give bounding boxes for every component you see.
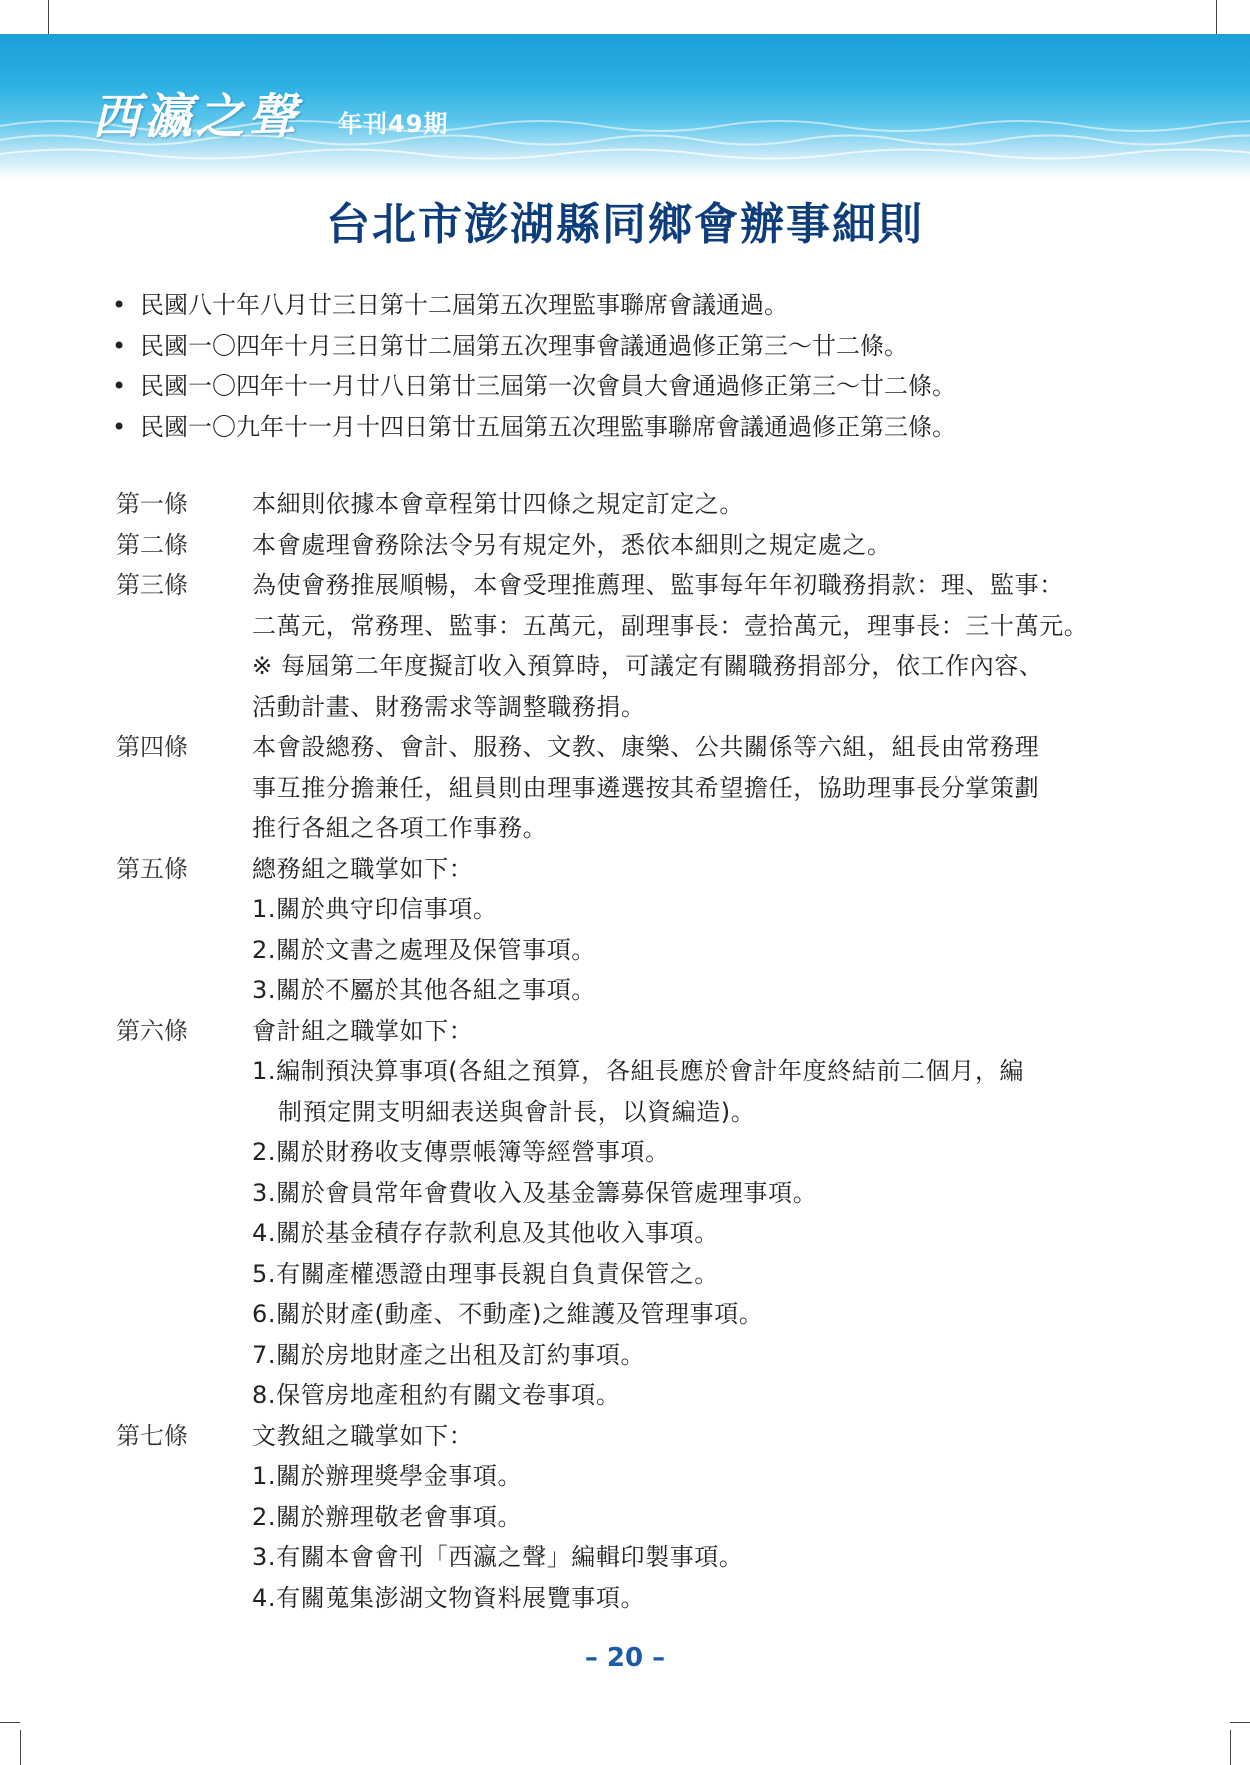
article-line: 事互推分擔兼任，組員則由理事遴選按其希望擔任，協助理事長分掌策劃 xyxy=(252,773,1040,802)
page-title: 台北市澎湖縣同鄉會辦事細則 xyxy=(326,199,924,250)
crop-mark xyxy=(20,1730,21,1765)
article-line: 8.保管房地產租約有關文卷事項。 xyxy=(252,1381,621,1409)
article-line: 總務組之職掌如下： xyxy=(252,854,474,883)
note-text: 民國一〇四年十月三日第廿二屆第五次理事會議通過修正第三～廿二條。 xyxy=(140,331,908,360)
article-body xyxy=(252,727,1146,849)
issue-label: 年刊49期 xyxy=(338,110,449,138)
article-body xyxy=(252,1416,1146,1619)
article-body xyxy=(252,849,1146,1011)
article-line: 1.關於辦理獎學金事項。 xyxy=(252,1462,523,1490)
bullet: • xyxy=(112,331,127,360)
magazine-logo: 西瀛之聲 xyxy=(92,89,301,145)
article-line: 本會處理會務除法令另有規定外，悉依本細則之規定處之。 xyxy=(252,530,892,559)
article-line: 1.關於典守印信事項。 xyxy=(252,895,498,923)
article-body xyxy=(252,525,1146,566)
article-line: 4.關於基金積存存款利息及其他收入事項。 xyxy=(252,1219,719,1247)
article-label: 第四條 xyxy=(116,733,188,761)
article-line: 1.編制預決算事項(各組之預算，各組長應於會計年度終結前二個月，編 xyxy=(252,1057,1025,1085)
bullet: • xyxy=(112,372,127,400)
article-2 xyxy=(116,525,1146,566)
page-number: – 20 – xyxy=(584,1643,666,1673)
note-text: 民國八十年八月廿三日第十二屆第五次理監事聯席會議通過。 xyxy=(140,291,788,319)
crop-mark xyxy=(1230,1730,1231,1765)
article-line: 推行各組之各項工作事務。 xyxy=(252,814,548,842)
article-4 xyxy=(116,727,1146,849)
note-item xyxy=(112,407,1162,448)
article-line: 為使會務推展順暢，本會受理推薦理、監事每年年初職務捐款：理、監事： xyxy=(252,571,1064,599)
amendment-notes xyxy=(112,285,1162,447)
article-line: 二萬元，常務理、監事：五萬元，副理事長：壹拾萬元，理事長：三十萬元。 xyxy=(252,611,1089,640)
article-label: 第六條 xyxy=(116,1016,188,1045)
article-line: 制預定開支明細表送與會計長，以資編造)。 xyxy=(278,1097,756,1126)
articles-list xyxy=(116,484,1146,1618)
crop-mark xyxy=(1216,0,1217,34)
note-item xyxy=(112,326,1162,367)
bullet: • xyxy=(112,291,127,319)
article-line: 4.有關蒐集澎湖文物資料展覽事項。 xyxy=(252,1583,646,1612)
article-line: 3.有關本會會刊「西瀛之聲」編輯印製事項。 xyxy=(252,1543,744,1571)
article-line: 會計組之職掌如下： xyxy=(252,1016,474,1045)
article-1 xyxy=(116,484,1146,525)
article-line: 活動計畫、財務需求等調整職務捐。 xyxy=(252,692,646,721)
article-label: 第五條 xyxy=(116,854,188,883)
article-5 xyxy=(116,849,1146,1011)
article-line: 2.關於辦理敬老會事項。 xyxy=(252,1502,523,1531)
article-6 xyxy=(116,1011,1146,1416)
article-label: 第三條 xyxy=(116,571,188,599)
article-body xyxy=(252,565,1146,727)
crop-mark xyxy=(0,1722,20,1723)
note-item xyxy=(112,366,1162,407)
note-text: 民國一〇九年十一月十四日第廿五屆第五次理監事聯席會議通過修正第三條。 xyxy=(140,412,956,441)
article-line: ※ 每屆第二年度擬訂收入預算時，可議定有關職務捐部分，依工作內容、 xyxy=(252,652,1044,680)
note-text: 民國一〇四年十一月廿八日第廿三屆第一次會員大會通過修正第三～廿二條。 xyxy=(140,372,956,400)
article-line: 3.關於不屬於其他各組之事項。 xyxy=(252,976,596,1004)
article-line: 7.關於房地財產之出租及訂約事項。 xyxy=(252,1340,646,1369)
article-line: 6.關於財產(動產、不動產)之維護及管理事項。 xyxy=(252,1300,764,1328)
article-line: 文教組之職掌如下： xyxy=(252,1421,474,1450)
article-line: 本細則依據本會章程第廿四條之規定訂定之。 xyxy=(252,490,744,518)
article-label: 第七條 xyxy=(116,1421,188,1450)
crop-mark xyxy=(1230,1722,1250,1723)
article-body xyxy=(252,1011,1146,1416)
article-line: 2.關於財務收支傳票帳簿等經營事項。 xyxy=(252,1138,670,1166)
article-line: 2.關於文書之處理及保管事項。 xyxy=(252,935,596,964)
article-3 xyxy=(116,565,1146,727)
note-item xyxy=(112,285,1162,326)
article-line: 3.關於會員常年會費收入及基金籌募保管處理事項。 xyxy=(252,1178,818,1207)
article-line: 5.有關產權憑證由理事長親自負責保管之。 xyxy=(252,1259,719,1288)
article-body xyxy=(252,484,1146,525)
article-label: 第二條 xyxy=(116,530,188,559)
bullet: • xyxy=(112,412,127,441)
article-line: 本會設總務、會計、服務、文教、康樂、公共關係等六組，組長由常務理 xyxy=(252,733,1040,761)
article-label: 第一條 xyxy=(116,490,188,518)
crop-mark xyxy=(48,0,49,34)
article-7 xyxy=(116,1416,1146,1619)
